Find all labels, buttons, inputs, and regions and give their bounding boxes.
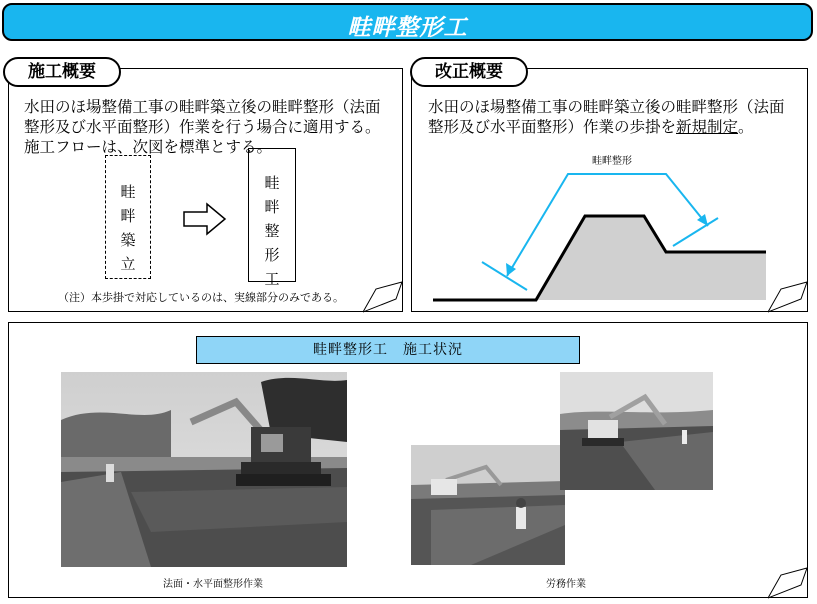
revision-line2 (428, 117, 754, 137)
revision-line2-suffix: 。 (738, 118, 754, 136)
flow-step2-char: 形 (264, 246, 280, 264)
overview-line2: 整形及び水平面整形）作業を行う場合に適用する。 (24, 118, 381, 136)
manual-labor-photo (411, 445, 565, 565)
folded-corner-icon (768, 567, 808, 599)
overview-tab: 施工概要 (3, 57, 121, 87)
overview-line3: 施工フローは、次図を標準とする。 (24, 138, 273, 156)
revision-line2-prefix: 整形及び水平面整形）作業の歩掛を (428, 118, 677, 136)
flow-step1-char: 畦 (120, 183, 136, 201)
diagram-label: 畦畔整形 (592, 156, 632, 167)
flow-step1-char: 畔 (120, 207, 136, 225)
caption-manual-work: 労務作業 (546, 579, 586, 590)
flow-step1-char: 立 (120, 255, 136, 273)
revision-line1: 水田のほ場整備工事の畦畔築立後の畦畔整形（法面 (428, 98, 785, 116)
tick-right (673, 218, 718, 246)
flow-step1-char: 築 (120, 231, 136, 249)
ridge-shaping-diagram (411, 160, 781, 310)
page-title: 畦畔整形工 (347, 15, 468, 41)
flow-step-shaping (248, 148, 296, 288)
overview-line1: 水田のほ場整備工事の畦畔築立後の畦畔整形（法面 (24, 98, 381, 116)
situation-header: 畦畔整形工 施工状況 (196, 336, 580, 364)
flow-arrow-icon (183, 202, 227, 236)
flow-step2-char: 工 (264, 270, 280, 288)
caption-slope-work: 法面・水平面整形作業 (163, 579, 263, 590)
folded-corner-icon (363, 281, 403, 313)
flow-step2-char: 整 (264, 222, 280, 240)
flow-step-embankment (105, 155, 151, 279)
revision-tab: 改正概要 (410, 57, 528, 87)
flow-note: （注）本歩掛で対応しているのは、実線部分のみである。 (58, 291, 344, 304)
flow-step2-char: 畦 (264, 174, 280, 192)
revision-line2-underlined: 新規制定 (676, 118, 739, 136)
excavator-crew-photo (560, 372, 713, 490)
tick-left (482, 262, 527, 290)
excavator-slope-photo (61, 372, 347, 567)
title-banner (2, 3, 813, 41)
flow-step2-char: 畔 (264, 198, 280, 216)
